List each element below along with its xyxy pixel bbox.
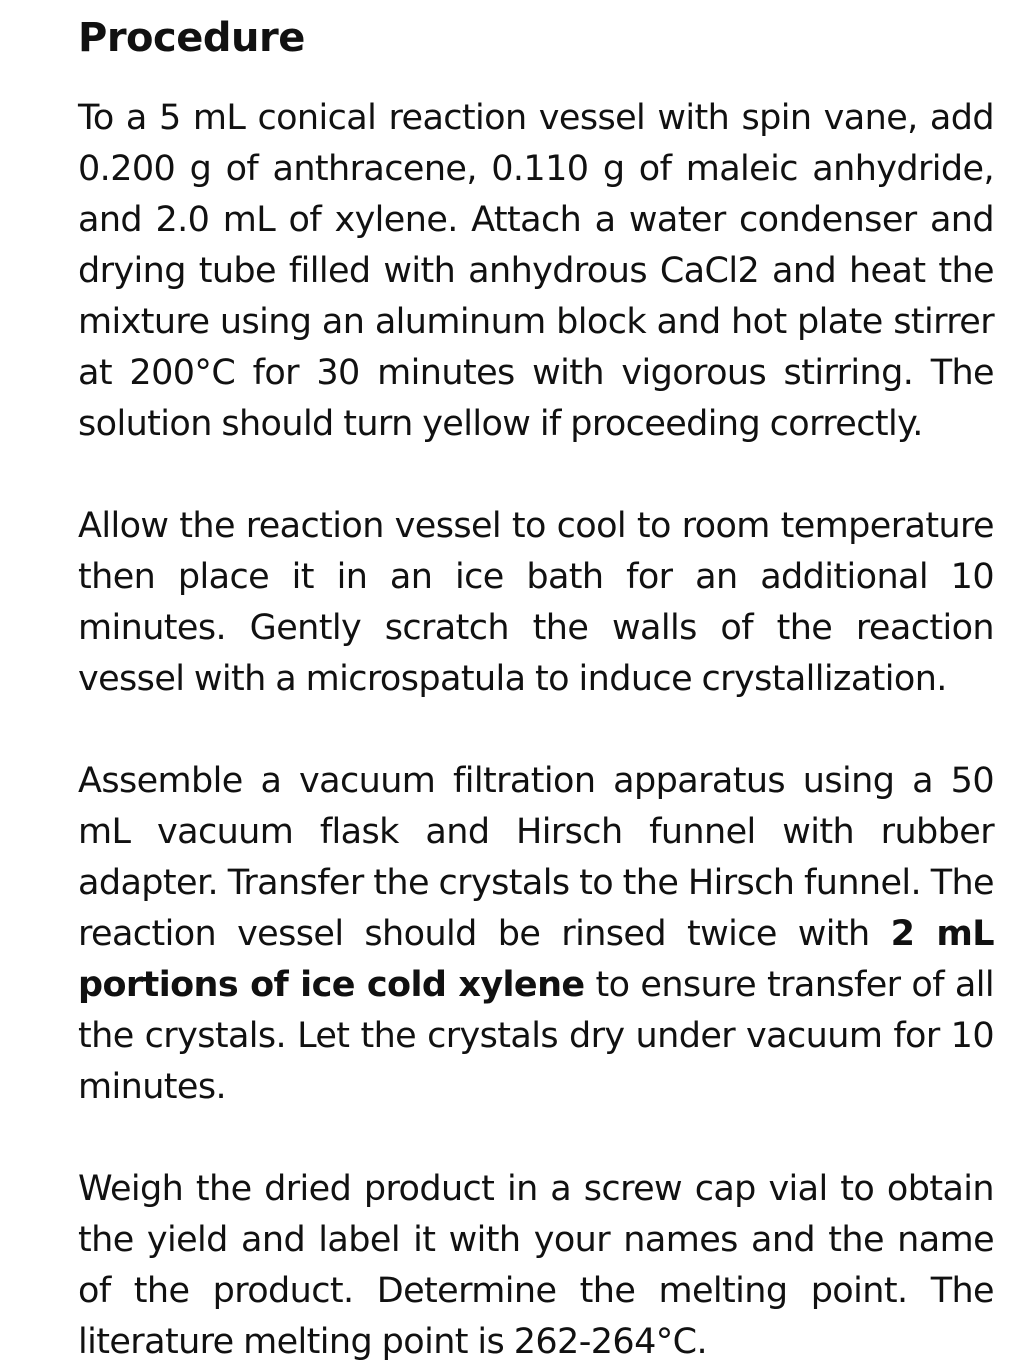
paragraph-reaction-setup: To a 5 mL conical reaction vessel with spin vane, add 0.200 g of anthracene, 0.110 g of maleic anhydride, and 2.0 mL of xylene. Attach a water condenser and drying tube filled with anhydrous CaCl2 and heat the mixture using an aluminum block and hot plate stirrer at 200°C for 30 minutes with vigorous stirring. The solution should turn yellow if proceeding correctly.: [78, 98, 994, 444]
document-page: [78, 0, 994, 1368]
paragraph-cooling: Allow the reaction vessel to cool to room temperature then place it in an ice bath for an additional 10 minutes. Gently scratch the walls of the reaction vessel with a microspatula to induce crystallization.: [78, 506, 994, 699]
filtration-text-before: Assemble a vacuum filtration apparatus using a 50 mL vacuum flask and Hirsch funnel with rubber adapter. Transfer the crystals to the Hirsch funnel. The reaction vessel should be rinsed twice with: [78, 761, 994, 954]
filtration-text-after: to ensure transfer of all the crystals. Let the crystals dry under vacuum for 10 minutes.: [78, 965, 994, 1107]
filtration-bold-text: 2 mL portions of ice cold xylene: [78, 914, 994, 1005]
paragraph-weighing: Weigh the dried product in a screw cap vial to obtain the yield and label it with your names and the name of the product. Determine the melting point. The literature melting point is 262-264°C.: [78, 1169, 994, 1362]
procedure-heading: Procedure: [78, 15, 305, 61]
paragraph-filtration: [78, 756, 994, 1113]
